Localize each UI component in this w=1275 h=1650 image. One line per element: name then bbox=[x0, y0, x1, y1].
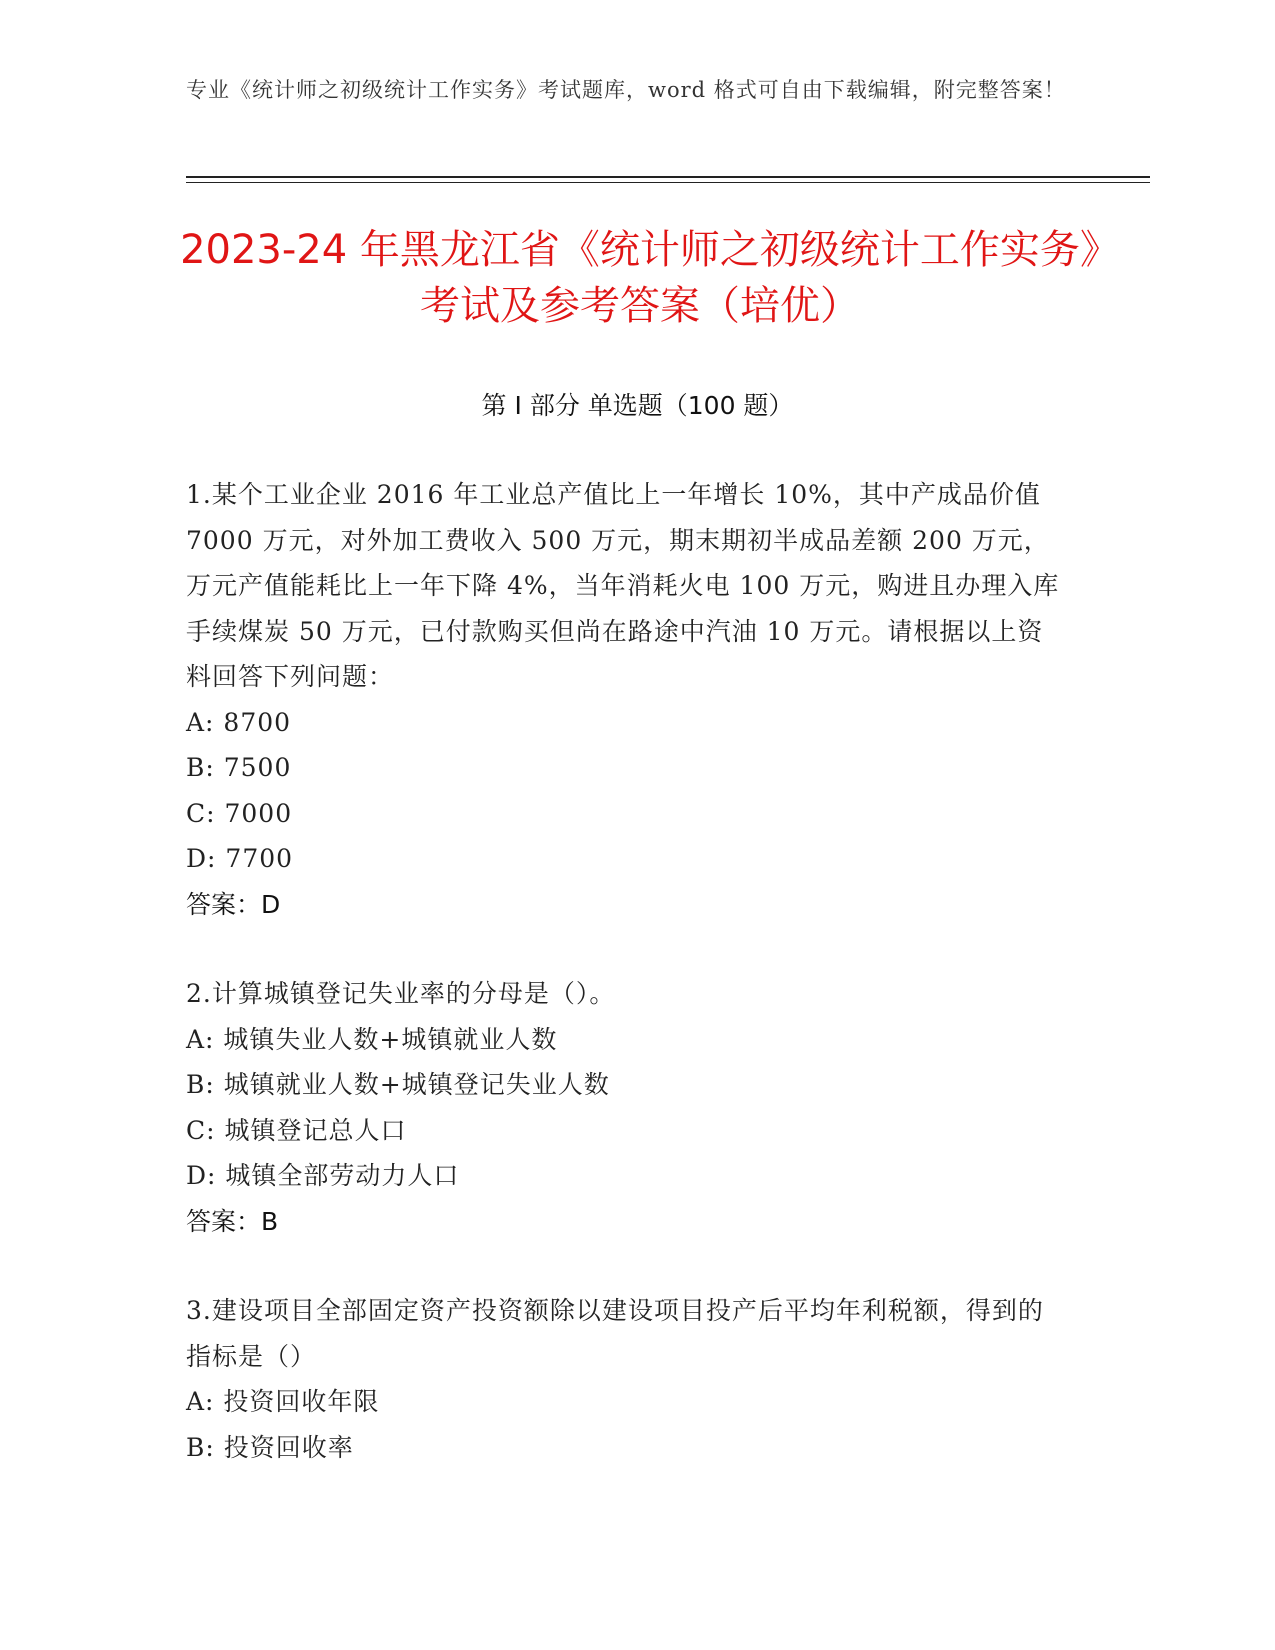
question-stem: 1.某个工业企业 2016 年工业总产值比上一年增长 10%，其中产成品价值 7000 万元，对外加工费收入 500 万元，期末期初半成品差额 200 万元，万元产值能耗比上一年下降 4%，当年消耗火电 100 万元，购进且办理入库手续煤炭 50 万元，已付款购买但尚在路途中汽油 10 万元。请根据以上资料回答下列问题： bbox=[186, 480, 1060, 691]
document-title: 2023-24 年黑龙江省《统计师之初级统计工作实务》考试及参考答案（培优） bbox=[180, 227, 1100, 329]
question-item bbox=[186, 1288, 1066, 1470]
answer-line: 答案：B bbox=[186, 1206, 279, 1236]
option-b: B: 城镇就业人数+城镇登记失业人数 bbox=[186, 1070, 610, 1099]
option-c: C: 城镇登记总人口 bbox=[186, 1115, 407, 1145]
option-a: A: 投资回收年限 bbox=[186, 1387, 380, 1416]
section-title: 第 I 部分 单选题（100 题） bbox=[481, 391, 794, 420]
question-list bbox=[186, 472, 1066, 1514]
question-stem: 3.建设项目全部固定资产投资额除以建设项目投产后平均年利税额，得到的指标是（） bbox=[186, 1296, 1044, 1371]
option-d: D: 城镇全部劳动力人口 bbox=[186, 1161, 460, 1190]
option-a: A: 城镇失业人数+城镇就业人数 bbox=[186, 1024, 558, 1054]
answer-line: 答案：D bbox=[186, 889, 281, 919]
option-a: A: 8700 bbox=[186, 707, 292, 737]
option-c: C: 7000 bbox=[186, 798, 293, 828]
question-stem: 2.计算城镇登记失业率的分母是（）。 bbox=[186, 979, 616, 1008]
option-b: B: 投资回收率 bbox=[186, 1432, 354, 1462]
option-d: D: 7700 bbox=[186, 844, 294, 873]
header-divider-thin bbox=[186, 182, 1150, 183]
question-item bbox=[186, 472, 1066, 927]
header-divider-thick bbox=[186, 176, 1150, 178]
question-item bbox=[186, 971, 1066, 1244]
option-b: B: 7500 bbox=[186, 753, 292, 782]
header-note: 专业《统计师之初级统计工作实务》考试题库，word 格式可自由下载编辑，附完整答案！ bbox=[186, 78, 1066, 102]
